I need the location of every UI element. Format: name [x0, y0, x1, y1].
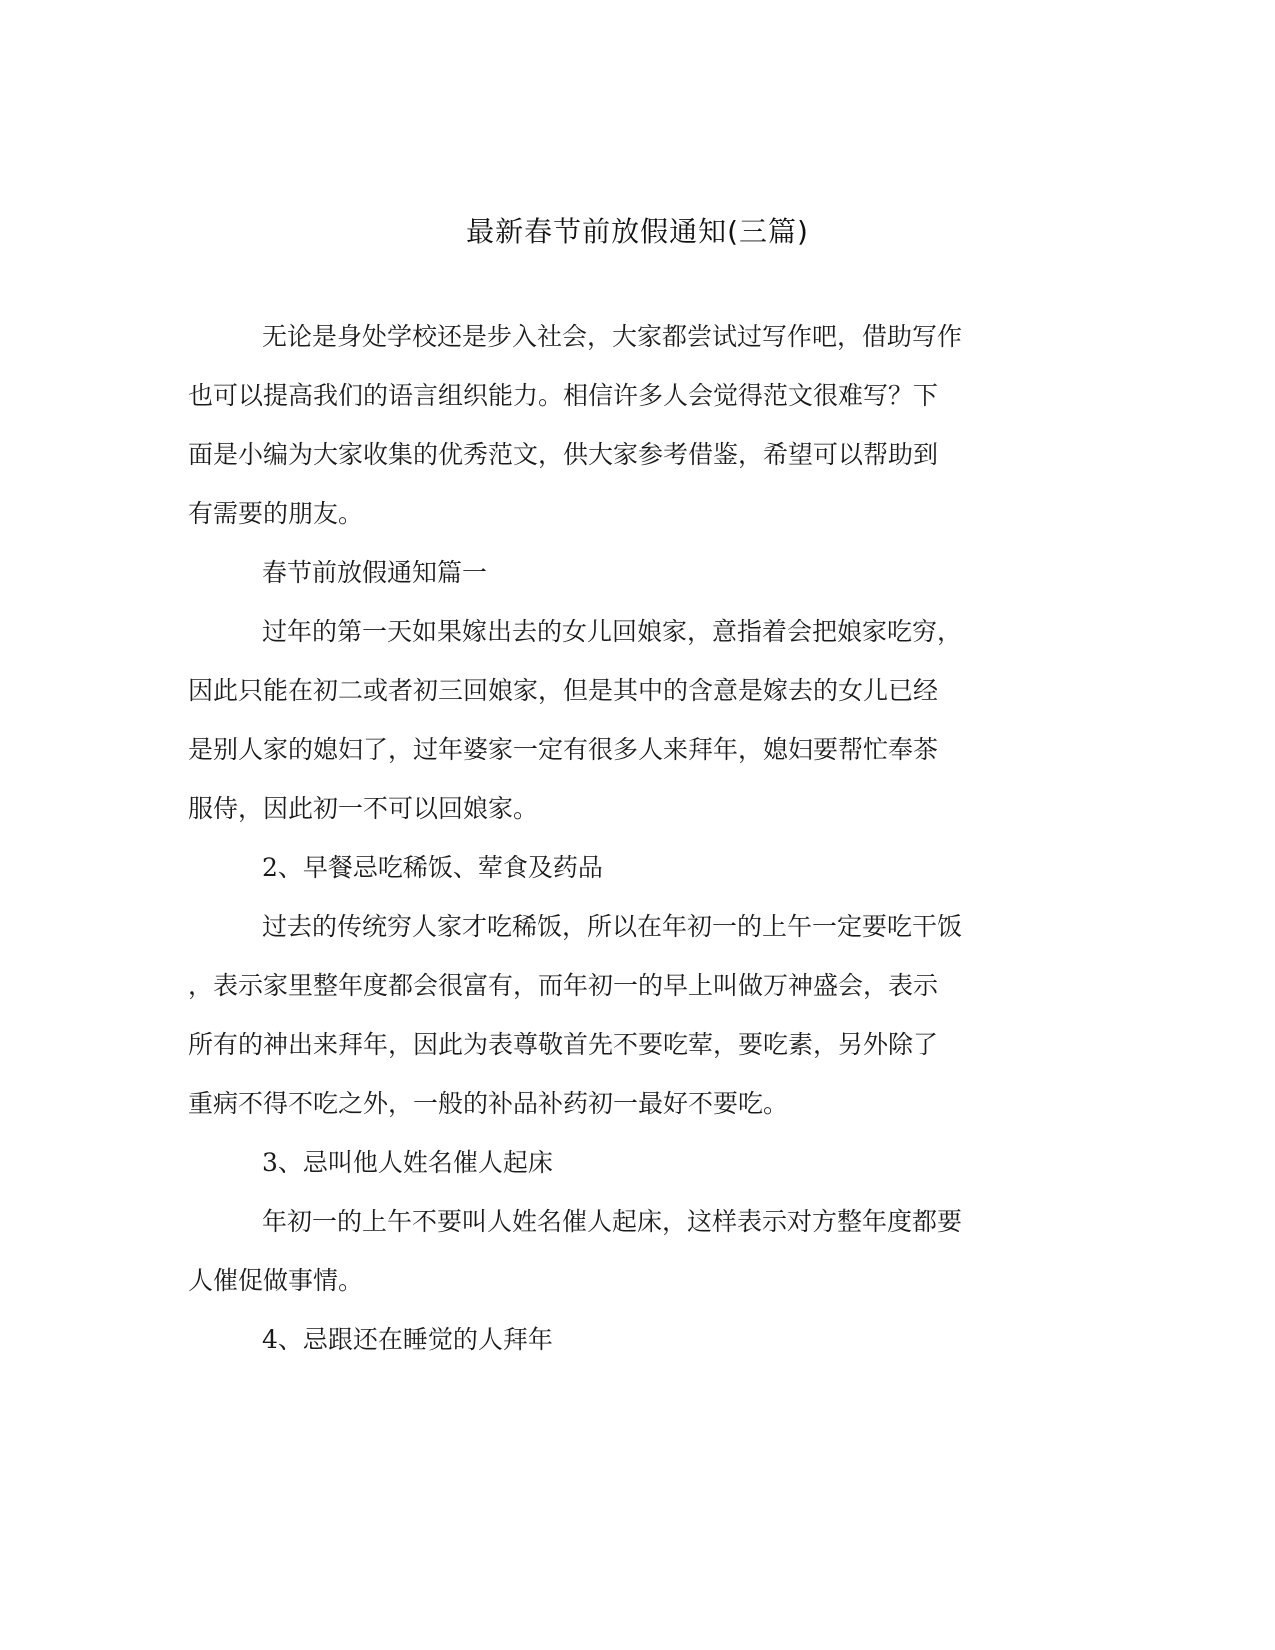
paragraph-line: 因此只能在初二或者初三回娘家，但是其中的含意是嫁去的女儿已经 [188, 676, 939, 705]
list-heading: 3、忌叫他人姓名催人起床 [262, 1148, 553, 1177]
paragraph-line: 过去的传统穷人家才吃稀饭，所以在年初一的上午一定要吃干饭 [262, 912, 963, 941]
paragraph-line: 服侍，因此初一不可以回娘家。 [188, 794, 539, 823]
paragraph-line: 有需要的朋友。 [188, 499, 364, 528]
paragraph-line: 人催促做事情。 [188, 1266, 364, 1295]
paragraph-line: 无论是身处学校还是步入社会，大家都尝试过写作吧，借助写作 [262, 322, 963, 351]
paragraph-line: 也可以提高我们的语言组织能力。相信许多人会觉得范文很难写？下 [188, 381, 939, 410]
paragraph-line: 过年的第一天如果嫁出去的女儿回娘家，意指着会把娘家吃穷， [262, 617, 963, 646]
list-heading: 4、忌跟还在睡觉的人拜年 [262, 1325, 553, 1354]
list-heading: 2、早餐忌吃稀饭、荤食及药品 [262, 853, 603, 882]
paragraph-line: 所有的神出来拜年，因此为表尊敬首先不要吃荤，要吃素，另外除了 [188, 1030, 939, 1059]
document-title: 最新春节前放假通知(三篇) [466, 215, 809, 248]
paragraph-line: 年初一的上午不要叫人姓名催人起床，这样表示对方整年度都要 [262, 1207, 963, 1236]
paragraph-line: ，表示家里整年度都会很富有，而年初一的早上叫做万神盛会，表示 [188, 971, 939, 1000]
paragraph-line: 是别人家的媳妇了，过年婆家一定有很多人来拜年，媳妇要帮忙奉茶 [188, 735, 939, 764]
section-heading: 春节前放假通知篇一 [262, 558, 488, 587]
paragraph-line: 面是小编为大家收集的优秀范文，供大家参考借鉴，希望可以帮助到 [188, 440, 939, 469]
paragraph-line: 重病不得不吃之外，一般的补品补药初一最好不要吃。 [188, 1089, 789, 1118]
